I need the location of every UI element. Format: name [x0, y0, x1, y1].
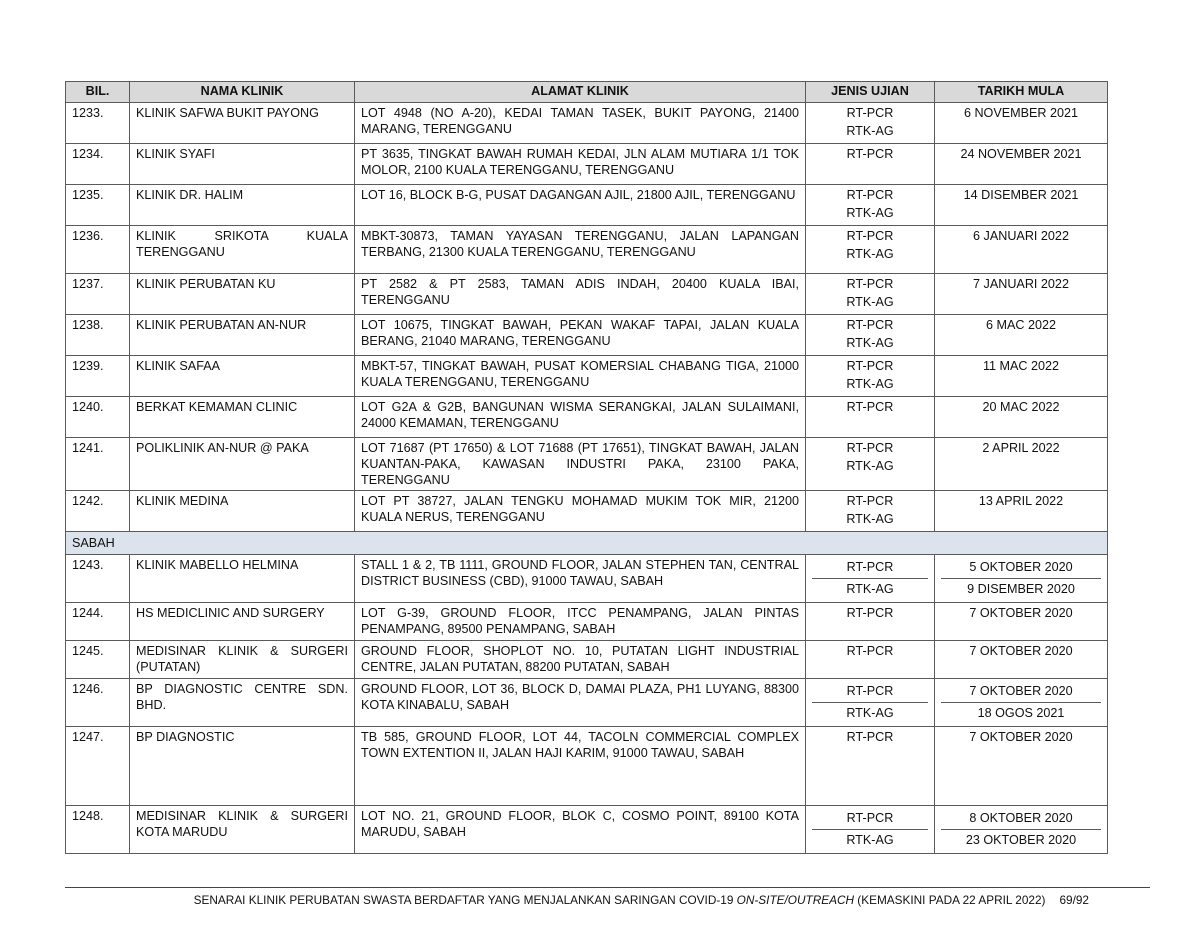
table-row — [66, 679, 1108, 727]
table-row — [66, 603, 1108, 641]
test-type-cell — [806, 103, 935, 144]
test-type: RT-PCR — [846, 494, 894, 508]
test-type: RT-PCR — [846, 684, 894, 698]
test-type-cell — [806, 641, 935, 679]
test-type: RTK-AG — [846, 459, 894, 473]
clinic-table — [65, 81, 1108, 854]
start-date: 5 OKTOBER 2020 — [969, 560, 1073, 574]
test-type-cell — [806, 185, 935, 226]
test-type-cell — [806, 603, 935, 641]
test-type: RT-PCR — [846, 359, 894, 373]
row-number: 1247. — [66, 727, 130, 806]
clinic-address: STALL 1 & 2, TB 1111, GROUND FLOOR, JALAN STEPHEN TAN, CENTRAL DISTRICT BUSINESS (CBD), 91000 TAWAU, SABAH — [355, 555, 806, 603]
clinic-address: LOT PT 38727, JALAN TENGKU MOHAMAD MUKIM TOK MIR, 21200 KUALA NERUS, TERENGGANU — [355, 491, 806, 532]
clinic-name: KLINIK MABELLO HELMINA — [130, 555, 355, 603]
table-row — [66, 397, 1108, 438]
start-date: 7 OKTOBER 2020 — [969, 684, 1073, 698]
test-type: RTK-AG — [846, 512, 894, 526]
start-date: 2 APRIL 2022 — [935, 438, 1108, 491]
row-number: 1240. — [66, 397, 130, 438]
start-date: 24 NOVEMBER 2021 — [935, 144, 1108, 185]
test-type: RTK-AG — [846, 336, 894, 350]
clinic-address: LOT G-39, GROUND FLOOR, ITCC PENAMPANG, JALAN PINTAS PENAMPANG, 89500 PENAMPANG, SABAH — [355, 603, 806, 641]
test-type-cell — [806, 491, 935, 532]
clinic-name: KLINIK SYAFI — [130, 144, 355, 185]
test-type: RTK-AG — [812, 578, 928, 600]
clinic-name: KLINIK PERUBATAN AN-NUR — [130, 315, 355, 356]
test-type-cell — [806, 144, 935, 185]
table-header-row — [66, 82, 1108, 103]
clinic-name: KLINIK DR. HALIM — [130, 185, 355, 226]
test-type-cell — [806, 727, 935, 806]
clinic-name: HS MEDICLINIC AND SURGERY — [130, 603, 355, 641]
row-number: 1237. — [66, 274, 130, 315]
row-number: 1245. — [66, 641, 130, 679]
start-date: 6 JANUARI 2022 — [935, 226, 1108, 274]
clinic-name: BP DIAGNOSTIC — [130, 727, 355, 806]
clinic-name: BP DIAGNOSTIC CENTRE SDN. BHD. — [130, 679, 355, 727]
clinic-address: LOT G2A & G2B, BANGUNAN WISMA SERANGKAI, JALAN SULAIMANI, 24000 KEMAMAN, TERENGGANU — [355, 397, 806, 438]
clinic-address: LOT NO. 21, GROUND FLOOR, BLOK C, COSMO POINT, 89100 KOTA MARUDU, SABAH — [355, 806, 806, 854]
test-type-cell — [806, 679, 935, 727]
start-date: 13 APRIL 2022 — [935, 491, 1108, 532]
table-row — [66, 727, 1108, 806]
table-row — [66, 315, 1108, 356]
start-date-cell — [935, 679, 1108, 727]
clinic-address: LOT 4948 (NO A-20), KEDAI TAMAN TASEK, BUKIT PAYONG, 21400 MARANG, TERENGGANU — [355, 103, 806, 144]
footer-text-italic: ON-SITE/OUTREACH — [736, 893, 854, 907]
clinic-name: MEDISINAR KLINIK & SURGERI KOTA MARUDU — [130, 806, 355, 854]
table-row — [66, 806, 1108, 854]
start-date: 14 DISEMBER 2021 — [935, 185, 1108, 226]
header-tarikh-mula: TARIKH MULA — [935, 82, 1108, 103]
test-type: RTK-AG — [812, 702, 928, 724]
start-date: 7 OKTOBER 2020 — [935, 641, 1108, 679]
table-row — [66, 356, 1108, 397]
row-number: 1235. — [66, 185, 130, 226]
footer-text-before: SENARAI KLINIK PERUBATAN SWASTA BERDAFTAR YANG MENJALANKAN SARINGAN COVID-19 — [193, 893, 737, 907]
test-type-cell — [806, 438, 935, 491]
row-number: 1234. — [66, 144, 130, 185]
test-type-cell — [806, 274, 935, 315]
test-type: RTK-AG — [846, 295, 894, 309]
start-date: 18 OGOS 2021 — [941, 702, 1101, 724]
test-type: RTK-AG — [846, 247, 894, 261]
test-type-cell — [806, 356, 935, 397]
test-type: RT-PCR — [846, 441, 894, 455]
test-type: RTK-AG — [846, 206, 894, 220]
clinic-address: TB 585, GROUND FLOOR, LOT 44, TACOLN COMMERCIAL COMPLEX TOWN EXTENTION II, JALAN HAJI KARIM, 91000 TAWAU, SABAH — [355, 727, 806, 806]
test-type: RTK-AG — [846, 124, 894, 138]
test-type-cell — [806, 397, 935, 438]
clinic-address: LOT 71687 (PT 17650) & LOT 71688 (PT 17651), TINGKAT BAWAH, JALAN KUANTAN-PAKA, KAWASAN INDUSTRI PAKA, 23100 PAKA, TERENGGANU — [355, 438, 806, 491]
test-type-cell — [806, 315, 935, 356]
clinic-name: KLINIK SAFAA — [130, 356, 355, 397]
clinic-name: KLINIK SAFWA BUKIT PAYONG — [130, 103, 355, 144]
test-type: RTK-AG — [812, 829, 928, 851]
test-type: RT-PCR — [846, 147, 894, 161]
row-number: 1242. — [66, 491, 130, 532]
test-type-cell — [806, 806, 935, 854]
row-number: 1246. — [66, 679, 130, 727]
clinic-name: POLIKLINIK AN-NUR @ PAKA — [130, 438, 355, 491]
clinic-name: MEDISINAR KLINIK & SURGERI (PUTATAN) — [130, 641, 355, 679]
start-date-cell — [935, 806, 1108, 854]
test-type-cell — [806, 226, 935, 274]
clinic-address: GROUND FLOOR, LOT 36, BLOCK D, DAMAI PLAZA, PH1 LUYANG, 88300 KOTA KINABALU, SABAH — [355, 679, 806, 727]
test-type: RT-PCR — [846, 229, 894, 243]
region-label: SABAH — [66, 532, 1108, 555]
table-row — [66, 144, 1108, 185]
table-row — [66, 274, 1108, 315]
start-date: 23 OKTOBER 2020 — [941, 829, 1101, 851]
table-row — [66, 555, 1108, 603]
test-type: RT-PCR — [846, 318, 894, 332]
page-number: 69/92 — [1059, 893, 1089, 907]
start-date-cell — [935, 555, 1108, 603]
clinic-address: PT 3635, TINGKAT BAWAH RUMAH KEDAI, JLN ALAM MUTIARA 1/1 TOK MOLOR, 2100 KUALA TERENGGANU, TERENGGANU — [355, 144, 806, 185]
row-number: 1233. — [66, 103, 130, 144]
table-row — [66, 491, 1108, 532]
page-footer — [0, 893, 1089, 907]
start-date: 6 NOVEMBER 2021 — [935, 103, 1108, 144]
header-alamat-klinik: ALAMAT KLINIK — [355, 82, 806, 103]
test-type: RT-PCR — [846, 277, 894, 291]
clinic-name: KLINIK SRIKOTA KUALA TERENGGANU — [130, 226, 355, 274]
row-number: 1236. — [66, 226, 130, 274]
table-row — [66, 226, 1108, 274]
header-jenis-ujian: JENIS UJIAN — [806, 82, 935, 103]
clinic-address: MBKT-30873, TAMAN YAYASAN TERENGGANU, JALAN LAPANGAN TERBANG, 21300 KUALA TERENGGANU, TERENGGANU — [355, 226, 806, 274]
test-type: RT-PCR — [846, 730, 894, 744]
clinic-address: GROUND FLOOR, SHOPLOT NO. 10, PUTATAN LIGHT INDUSTRIAL CENTRE, JALAN PUTATAN, 88200 PUTATAN, SABAH — [355, 641, 806, 679]
row-number: 1244. — [66, 603, 130, 641]
row-number: 1248. — [66, 806, 130, 854]
test-type: RT-PCR — [846, 188, 894, 202]
table-row — [66, 641, 1108, 679]
clinic-name: KLINIK MEDINA — [130, 491, 355, 532]
clinic-address: LOT 10675, TINGKAT BAWAH, PEKAN WAKAF TAPAI, JALAN KUALA BERANG, 21040 MARANG, TERENGGANU — [355, 315, 806, 356]
start-date: 7 JANUARI 2022 — [935, 274, 1108, 315]
start-date: 20 MAC 2022 — [935, 397, 1108, 438]
start-date: 11 MAC 2022 — [935, 356, 1108, 397]
test-type: RT-PCR — [846, 606, 894, 620]
clinic-address: LOT 16, BLOCK B-G, PUSAT DAGANGAN AJIL, 21800 AJIL, TERENGGANU — [355, 185, 806, 226]
test-type: RT-PCR — [846, 400, 894, 414]
clinic-address: MBKT-57, TINGKAT BAWAH, PUSAT KOMERSIAL CHABANG TIGA, 21000 KUALA TERENGGANU, TERENGGANU — [355, 356, 806, 397]
start-date: 6 MAC 2022 — [935, 315, 1108, 356]
row-number: 1238. — [66, 315, 130, 356]
start-date: 8 OKTOBER 2020 — [969, 811, 1073, 825]
test-type: RT-PCR — [846, 106, 894, 120]
start-date: 7 OKTOBER 2020 — [935, 603, 1108, 641]
row-number: 1243. — [66, 555, 130, 603]
clinic-address: PT 2582 & PT 2583, TAMAN ADIS INDAH, 20400 KUALA IBAI, TERENGGANU — [355, 274, 806, 315]
clinic-name: KLINIK PERUBATAN KU — [130, 274, 355, 315]
test-type-cell — [806, 555, 935, 603]
header-nama-klinik: NAMA KLINIK — [130, 82, 355, 103]
start-date: 7 OKTOBER 2020 — [935, 727, 1108, 806]
region-row — [66, 532, 1108, 555]
test-type: RT-PCR — [846, 644, 894, 658]
test-type: RTK-AG — [846, 377, 894, 391]
row-number: 1239. — [66, 356, 130, 397]
table-row — [66, 185, 1108, 226]
footer-text-after: (KEMASKINI PADA 22 APRIL 2022) — [854, 893, 1046, 907]
table-row — [66, 103, 1108, 144]
row-number: 1241. — [66, 438, 130, 491]
clinic-name: BERKAT KEMAMAN CLINIC — [130, 397, 355, 438]
test-type: RT-PCR — [846, 560, 894, 574]
table-row — [66, 438, 1108, 491]
start-date: 9 DISEMBER 2020 — [941, 578, 1101, 600]
test-type: RT-PCR — [846, 811, 894, 825]
footer-rule — [65, 887, 1150, 888]
header-bil: BIL. — [66, 82, 130, 103]
